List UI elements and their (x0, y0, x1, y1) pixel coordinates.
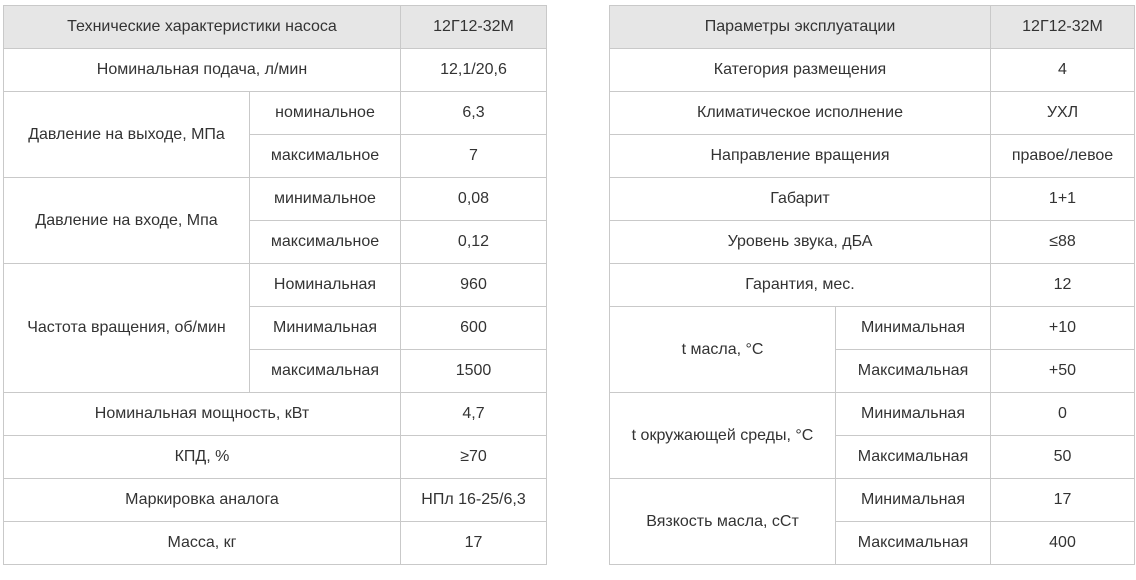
header-model: 12Г12-32М (991, 6, 1135, 49)
row-value: 600 (401, 307, 547, 350)
table-header-row (610, 6, 1135, 49)
row-label: t масла, °C (610, 307, 836, 393)
row-sublabel: Максимальная (836, 522, 991, 565)
row-value: 4,7 (401, 393, 547, 436)
header-model: 12Г12-32М (401, 6, 547, 49)
table-row (4, 49, 547, 92)
row-sublabel: максимальное (250, 135, 401, 178)
row-label: Маркировка аналога (4, 479, 401, 522)
row-label: Уровень звука, дБА (610, 221, 991, 264)
row-sublabel: Минимальная (836, 307, 991, 350)
table-row (610, 135, 1135, 178)
row-sublabel: максимальное (250, 221, 401, 264)
row-value: 1500 (401, 350, 547, 393)
table-row (4, 92, 547, 135)
row-value: +10 (991, 307, 1135, 350)
table-row (610, 178, 1135, 221)
row-label: t окружающей среды, °C (610, 393, 836, 479)
header-param: Технические характеристики насоса (4, 6, 401, 49)
table-row (4, 479, 547, 522)
table-header-row (4, 6, 547, 49)
row-sublabel: Максимальная (836, 436, 991, 479)
table-row (610, 393, 1135, 436)
row-value: правое/левое (991, 135, 1135, 178)
row-value: 400 (991, 522, 1135, 565)
row-value: 0,12 (401, 221, 547, 264)
row-value: УХЛ (991, 92, 1135, 135)
row-value: ≥70 (401, 436, 547, 479)
row-label: Направление вращения (610, 135, 991, 178)
row-value: +50 (991, 350, 1135, 393)
row-sublabel: Минимальная (836, 479, 991, 522)
row-value: 7 (401, 135, 547, 178)
row-label: Габарит (610, 178, 991, 221)
row-label: Номинальная подача, л/мин (4, 49, 401, 92)
row-value: 1+1 (991, 178, 1135, 221)
row-value: 12,1/20,6 (401, 49, 547, 92)
table-row (610, 221, 1135, 264)
table-row (4, 522, 547, 565)
row-sublabel: максимальная (250, 350, 401, 393)
pump-specs-table (3, 5, 547, 565)
row-label: Гарантия, мес. (610, 264, 991, 307)
row-sublabel: Максимальная (836, 350, 991, 393)
row-value: НПл 16-25/6,3 (401, 479, 547, 522)
row-sublabel: Минимальная (250, 307, 401, 350)
row-label: Номинальная мощность, кВт (4, 393, 401, 436)
row-label: Вязкость масла, сСт (610, 479, 836, 565)
row-sublabel: номинальное (250, 92, 401, 135)
header-param: Параметры эксплуатации (610, 6, 991, 49)
row-value: 960 (401, 264, 547, 307)
row-value: 17 (401, 522, 547, 565)
row-sublabel: Минимальная (836, 393, 991, 436)
row-value: 4 (991, 49, 1135, 92)
table-row (4, 178, 547, 221)
row-sublabel: Номинальная (250, 264, 401, 307)
row-value: 0 (991, 393, 1135, 436)
row-label: Частота вращения, об/мин (4, 264, 250, 393)
row-value: 50 (991, 436, 1135, 479)
row-label: Масса, кг (4, 522, 401, 565)
row-value: 6,3 (401, 92, 547, 135)
row-label: Давление на выходе, МПа (4, 92, 250, 178)
table-row (4, 393, 547, 436)
table-row (610, 264, 1135, 307)
row-label: КПД, % (4, 436, 401, 479)
row-value: 12 (991, 264, 1135, 307)
table-row (610, 49, 1135, 92)
table-row (4, 436, 547, 479)
row-label: Климатическое исполнение (610, 92, 991, 135)
row-value: ≤88 (991, 221, 1135, 264)
row-value: 0,08 (401, 178, 547, 221)
row-label: Категория размещения (610, 49, 991, 92)
table-row (4, 264, 547, 307)
table-row (610, 479, 1135, 522)
table-row (610, 307, 1135, 350)
row-label: Давление на входе, Мпа (4, 178, 250, 264)
table-row (610, 92, 1135, 135)
operating-params-table (609, 5, 1135, 565)
row-sublabel: минимальное (250, 178, 401, 221)
row-value: 17 (991, 479, 1135, 522)
